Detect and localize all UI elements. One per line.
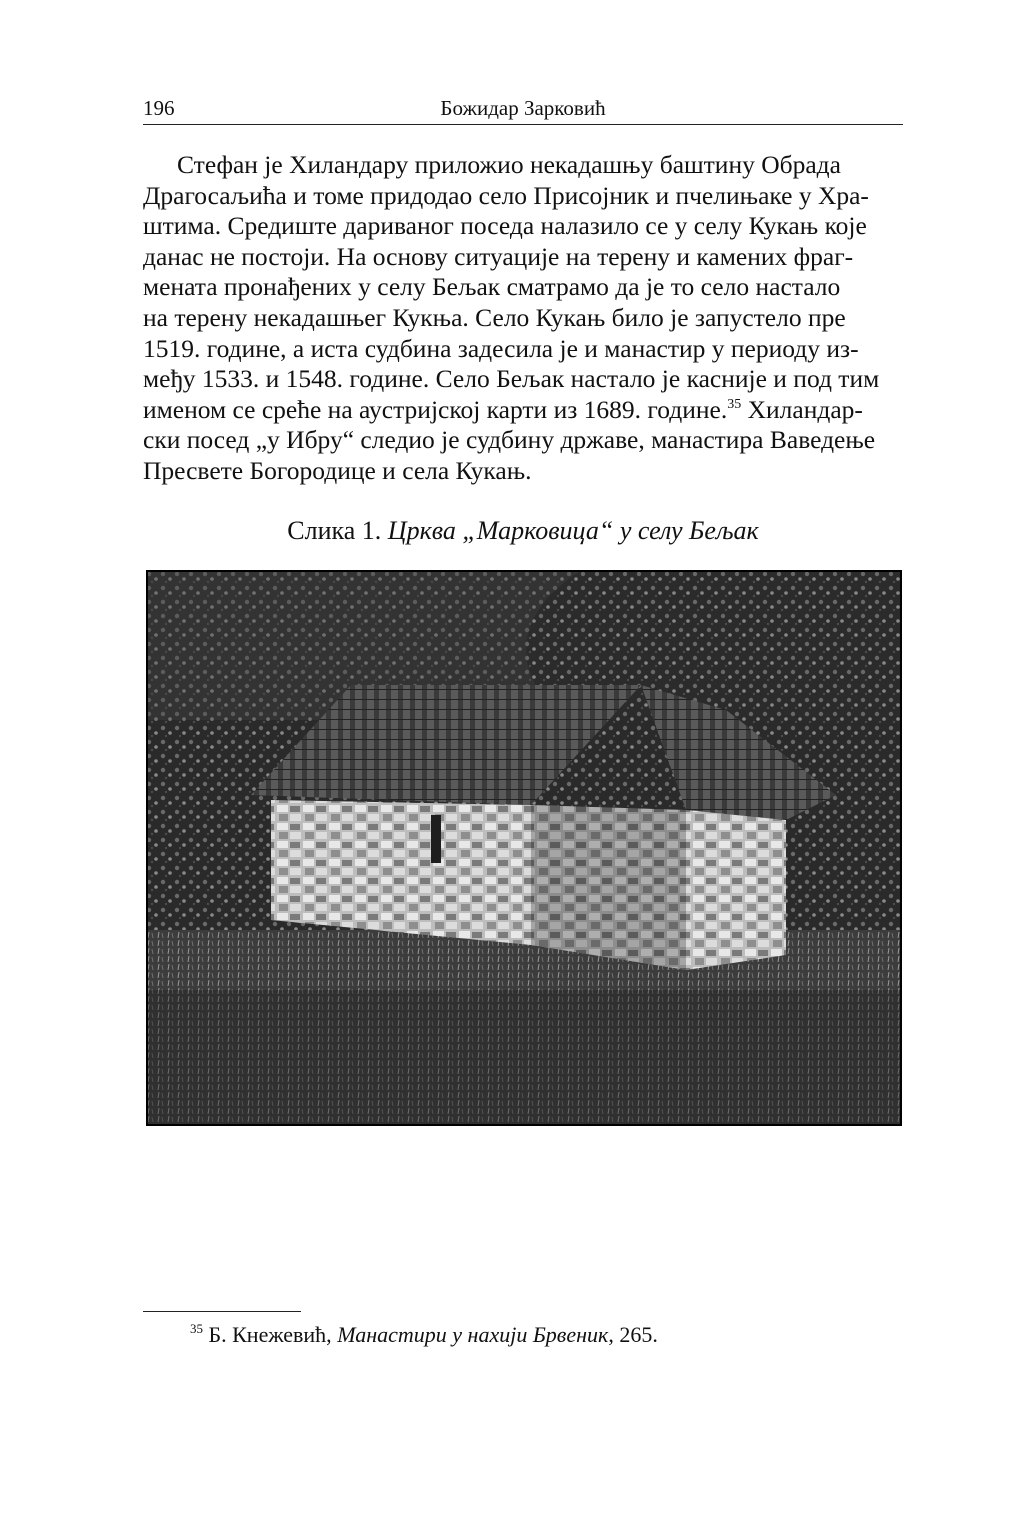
body-line-9-text: именом се среће на аустријској карти из 1689. године. [143,394,728,424]
footnote-rule [143,1311,301,1312]
footnote-author: Б. Кнежевић, [208,1322,332,1347]
body-line-9-tail: Хиландар- [741,394,863,424]
body-line-7: 1519. године, а иста судбина задесила је и манастир у периоду из- [143,333,859,363]
page-number: 196 [143,96,175,120]
running-head [143,96,903,125]
running-head-author: Божидар Зарковић [440,96,606,120]
footnote-35 [190,1322,890,1348]
footnote-page: , 265. [608,1322,658,1347]
body-paragraph [143,150,903,487]
figure-label: Слика 1. [287,516,382,545]
body-line-11: Пресвете Богородице и села Кукањ. [143,455,532,485]
body-line-2: Драгосаљића и томе придодао село Присојник и пчелињаке у Хра- [143,180,869,210]
body-line-6: на терену некадашњег Кукња. Село Кукањ било је запустело пре [143,302,846,332]
body-line-1: Стефан је Хиландару приложио некадашњу баштину Обрада [177,150,841,179]
body-line-8: међу 1533. и 1548. године. Село Бељак настало је касније и под тим [143,364,880,394]
church-photo [146,570,902,1126]
figure-caption [143,516,903,546]
body-line-3: штима. Средиште дариваног поседа налазило се у селу Кукањ које [143,211,867,241]
body-line-10: ски посед „у Ибру“ следио је судбину државе, манастира Ваведење [143,425,876,455]
figure-title: Црква „Марковица“ у селу Бељак [387,516,759,545]
church-photo-illustration [146,570,902,1126]
body-line-9 [143,395,903,426]
footnote-reference[interactable]: 35 [727,396,742,412]
body-line-4: данас не постоји. На основу ситуације на терену и камених фраг- [143,241,854,271]
body-line-5: мената пронађених у селу Бељак сматрамо да је то село настало [143,272,841,302]
footnote-title: Манастири у нахији Брвеник [337,1322,609,1347]
footnote-number: 35 [190,1321,203,1336]
